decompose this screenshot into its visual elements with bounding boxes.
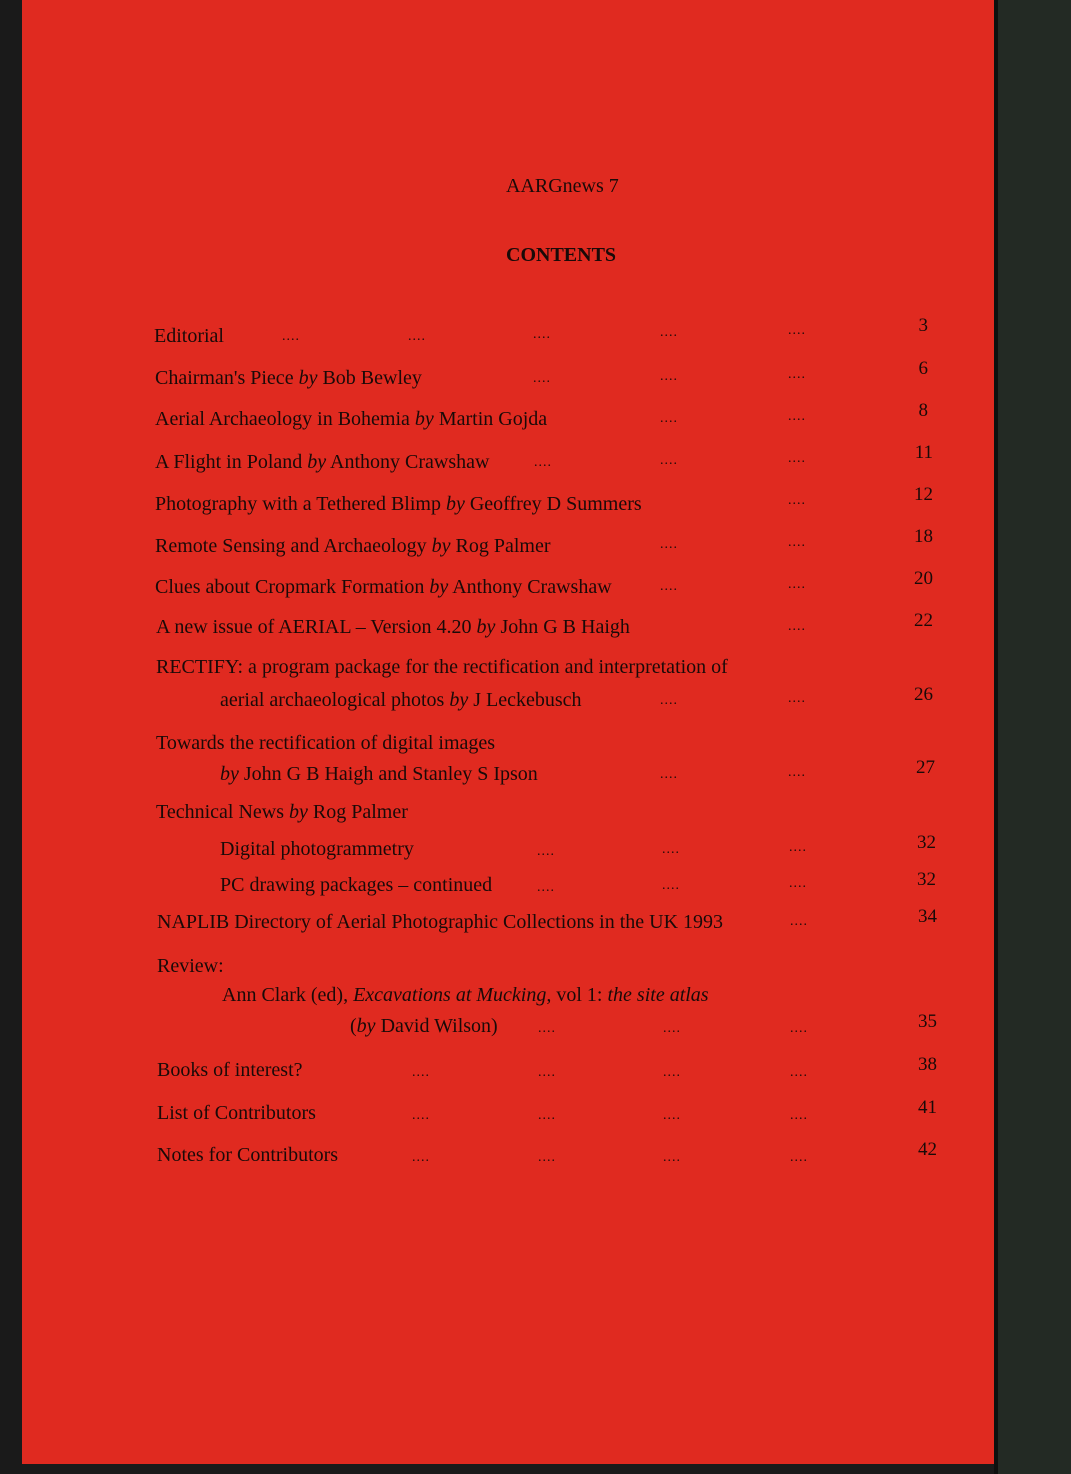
toc-leader-dots: .... [660,325,678,340]
spine [994,0,1071,1474]
toc-by: by [414,408,434,430]
toc-entry-title: Towards the rectification of digital images [156,732,496,754]
toc-entry-title: Technical News [156,801,284,823]
toc-leader-dots: .... [282,329,300,344]
toc-leader-dots: .... [533,371,551,386]
toc-page-number: 22 [914,610,933,631]
toc-page-number: 8 [918,400,928,421]
toc-entry [155,494,642,514]
toc-leader-dots: .... [788,535,806,550]
toc-entry [155,368,422,388]
toc-page-number: 26 [914,684,933,705]
spine-edge [994,0,998,1474]
toc-entry-title: List of Contributors [157,1102,316,1124]
toc-leader-dots: .... [660,767,678,782]
toc-author: David Wilson) [380,1015,498,1037]
toc-leader-dots: .... [788,765,806,780]
toc-by: by [298,367,318,389]
toc-leader-dots: .... [663,1150,681,1165]
toc-leader-dots: .... [790,1065,808,1080]
toc-leader-dots: .... [663,1065,681,1080]
toc-by: by [289,801,308,823]
toc-page-number: 6 [918,358,928,379]
review-line [222,985,709,1005]
toc-entry [155,452,489,472]
toc-leader-dots: .... [533,327,551,342]
toc-leader-dots: .... [538,1065,556,1080]
toc-author: Anthony Crawshaw [330,451,490,473]
toc-leader-dots: .... [660,453,678,468]
toc-entry-title: Photography with a Tethered Blimp [155,493,441,515]
toc-entry-title-cont: aerial archaeological photos [220,689,445,711]
toc-subentry-title: Digital photogrammetry [220,838,414,860]
toc-leader-dots: .... [788,323,806,338]
review-reviewer: (by David Wilson) [350,1015,498,1037]
toc-entry-title: Editorial [154,325,224,347]
toc-entry-title: Aerial Archaeology in Bohemia [155,408,410,430]
toc-entry-title: A new issue of AERIAL – Version 4.20 [156,616,472,638]
toc-leader-dots: .... [788,619,806,634]
toc-entry-title: A Flight in Poland [155,451,303,473]
toc-entry-title: Notes for Contributors [157,1144,339,1166]
toc-leader-dots: .... [660,369,678,384]
review-volume: vol 1: [556,984,603,1006]
toc-author: Martin Gojda [438,408,548,430]
toc-by: by [307,451,327,473]
toc-leader-dots: .... [662,842,680,857]
toc-leader-dots: .... [790,1021,808,1036]
review-editor: Ann Clark (ed), [222,984,349,1006]
toc-page-number: 32 [917,869,936,890]
toc-leader-dots: .... [538,1150,556,1165]
toc-leader-dots: .... [788,367,806,382]
toc-leader-dots: .... [412,1108,430,1123]
toc-page-number: 41 [918,1097,937,1118]
toc-leader-dots: .... [660,693,678,708]
toc-entry [155,536,551,556]
toc-leader-dots: .... [663,1021,681,1036]
toc-leader-dots: .... [538,1108,556,1123]
contents-heading: CONTENTS [506,244,617,266]
toc-leader-dots: .... [660,537,678,552]
toc-page-number: 12 [914,484,933,505]
toc-by: by [429,576,449,598]
toc-page-number: 34 [918,906,937,927]
toc-page-number: 38 [918,1054,937,1075]
toc-subentry-title: PC drawing packages – continued [220,874,493,896]
toc-leader-dots: .... [788,451,806,466]
toc-page-number: 32 [917,832,936,853]
toc-author: Geoffrey D Summers [469,493,642,515]
toc-leader-dots: .... [537,880,555,895]
toc-entry-title: RECTIFY: a program package for the rectification and interpretation of [156,656,728,678]
toc-entry-title: Books of interest? [157,1059,303,1081]
toc-leader-dots: .... [663,1108,681,1123]
toc-entry [156,802,408,822]
toc-by: by [449,689,469,711]
toc-leader-dots: .... [788,577,806,592]
toc-entry [220,764,538,784]
toc-leader-dots: .... [660,579,678,594]
toc-leader-dots: .... [412,1065,430,1080]
toc-entry [155,409,547,429]
toc-author: Bob Bewley [322,367,422,389]
toc-page-number: 3 [918,315,928,336]
toc-entry [155,577,612,597]
toc-page-number: 27 [916,757,935,778]
toc-entry-title: Clues about Cropmark Formation [155,576,425,598]
toc-leader-dots: .... [789,840,807,855]
toc-leader-dots: .... [789,876,807,891]
review-subtitle: the site atlas [607,984,709,1006]
toc-author: John G B Haigh and Stanley S Ipson [243,763,538,785]
toc-leader-dots: .... [412,1150,430,1165]
toc-leader-dots: .... [788,409,806,424]
toc-page-number: 35 [918,1011,937,1032]
toc-entry-title: Chairman's Piece [155,367,294,389]
journal-title: AARGnews 7 [506,175,619,197]
toc-page-number: 20 [914,568,933,589]
toc-leader-dots: .... [790,1150,808,1165]
toc-author: Rog Palmer [312,801,408,823]
review-work: Excavations at Mucking, [353,984,552,1006]
toc-leader-dots: .... [660,411,678,426]
toc-entry-title: Remote Sensing and Archaeology [155,535,427,557]
toc-page-number: 18 [914,526,933,547]
toc-by: by [356,1015,376,1037]
toc-page-number: 42 [918,1139,937,1160]
toc-author: John G B Haigh [500,616,630,638]
toc-author: Anthony Crawshaw [452,576,612,598]
toc-leader-dots: .... [790,914,808,929]
toc-entry [220,690,582,710]
toc-entry [156,617,630,637]
toc-author: J Leckebusch [473,689,582,711]
toc-by: by [431,535,451,557]
toc-leader-dots: .... [538,1021,556,1036]
toc-leader-dots: .... [534,455,552,470]
toc-page-number: 11 [914,442,933,463]
toc-entry-title: Review: [157,955,224,977]
toc-leader-dots: .... [788,691,806,706]
toc-by: by [220,763,239,785]
toc-leader-dots: .... [662,878,680,893]
toc-leader-dots: .... [788,493,806,508]
toc-by: by [445,493,465,515]
toc-author: Rog Palmer [455,535,551,557]
toc-by: by [476,616,496,638]
toc-leader-dots: .... [790,1108,808,1123]
toc-leader-dots: .... [408,329,426,344]
toc-leader-dots: .... [537,844,555,859]
toc-entry-title: NAPLIB Directory of Aerial Photographic Collections in the UK 1993 [157,911,724,933]
